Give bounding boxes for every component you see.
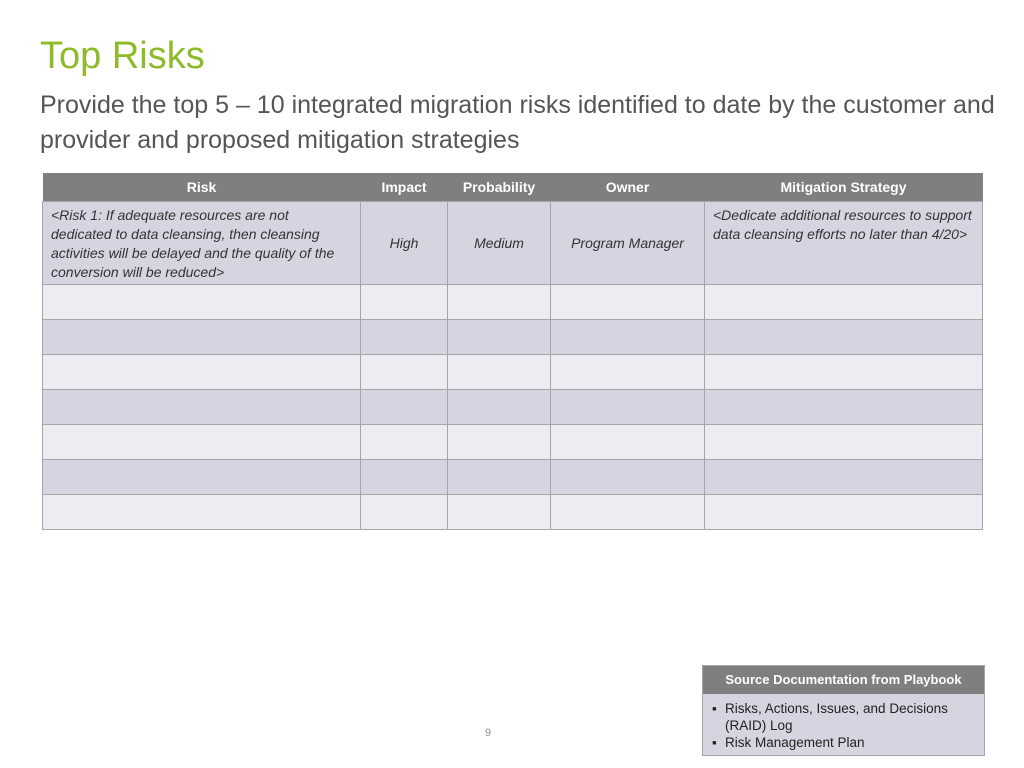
cell-risk[interactable] [43, 390, 361, 425]
cell-probability[interactable] [448, 285, 551, 320]
cell-risk[interactable] [43, 425, 361, 460]
cell-probability[interactable] [448, 425, 551, 460]
cell-mitigation[interactable]: <Dedicate additional resources to support data cleansing efforts no later than 4/20> [705, 202, 983, 285]
cell-risk[interactable] [43, 460, 361, 495]
table-row [43, 355, 983, 390]
cell-mitigation[interactable] [705, 355, 983, 390]
table-row [43, 495, 983, 530]
table-row [43, 460, 983, 495]
source-list [703, 694, 984, 755]
risks-table [42, 173, 983, 530]
source-item-risk-plan: ▪ Risk Management Plan [725, 734, 976, 751]
source-header: Source Documentation from Playbook [703, 666, 984, 694]
cell-risk[interactable] [43, 320, 361, 355]
cell-risk[interactable] [43, 355, 361, 390]
header-impact: Impact [361, 173, 448, 202]
cell-impact[interactable] [361, 495, 448, 530]
cell-impact[interactable] [361, 460, 448, 495]
cell-owner[interactable] [551, 425, 705, 460]
table-row [43, 390, 983, 425]
cell-probability[interactable] [448, 355, 551, 390]
header-mitigation: Mitigation Strategy [705, 173, 983, 202]
cell-impact[interactable] [361, 285, 448, 320]
header-risk: Risk [43, 173, 361, 202]
cell-impact[interactable]: High [361, 202, 448, 285]
slide-title: Top Risks [40, 35, 205, 77]
cell-impact[interactable] [361, 390, 448, 425]
cell-mitigation[interactable] [705, 390, 983, 425]
source-item-raid-log: ▪ Risks, Actions, Issues, and Decisions (RAID) Log [725, 700, 976, 734]
cell-mitigation[interactable] [705, 285, 983, 320]
cell-probability[interactable]: Medium [448, 202, 551, 285]
cell-mitigation[interactable] [705, 460, 983, 495]
cell-impact[interactable] [361, 320, 448, 355]
source-documentation-box [702, 665, 985, 756]
cell-risk[interactable] [43, 495, 361, 530]
table-row [43, 320, 983, 355]
slide-subtitle: Provide the top 5 – 10 integrated migration risks identified to date by the customer and provider and proposed mitigation strategies [40, 91, 995, 154]
cell-owner[interactable] [551, 320, 705, 355]
cell-owner[interactable] [551, 460, 705, 495]
cell-impact[interactable] [361, 355, 448, 390]
cell-owner[interactable] [551, 285, 705, 320]
cell-risk[interactable]: <Risk 1: If adequate resources are not dedicated to data cleansing, then cleansing activities will be delayed and the quality of the conversion will be reduced> [43, 202, 361, 285]
cell-owner[interactable] [551, 495, 705, 530]
cell-owner[interactable] [551, 390, 705, 425]
header-probability: Probability [448, 173, 551, 202]
cell-mitigation[interactable] [705, 495, 983, 530]
cell-mitigation[interactable] [705, 425, 983, 460]
cell-probability[interactable] [448, 460, 551, 495]
table-header-row [43, 173, 983, 202]
cell-impact[interactable] [361, 425, 448, 460]
table-row [43, 425, 983, 460]
cell-owner[interactable] [551, 355, 705, 390]
cell-owner[interactable]: Program Manager [551, 202, 705, 285]
cell-probability[interactable] [448, 390, 551, 425]
table-row [43, 202, 983, 285]
header-owner: Owner [551, 173, 705, 202]
cell-probability[interactable] [448, 495, 551, 530]
table-row [43, 285, 983, 320]
page-number: 9 [484, 727, 492, 739]
cell-risk[interactable] [43, 285, 361, 320]
cell-mitigation[interactable] [705, 320, 983, 355]
cell-probability[interactable] [448, 320, 551, 355]
